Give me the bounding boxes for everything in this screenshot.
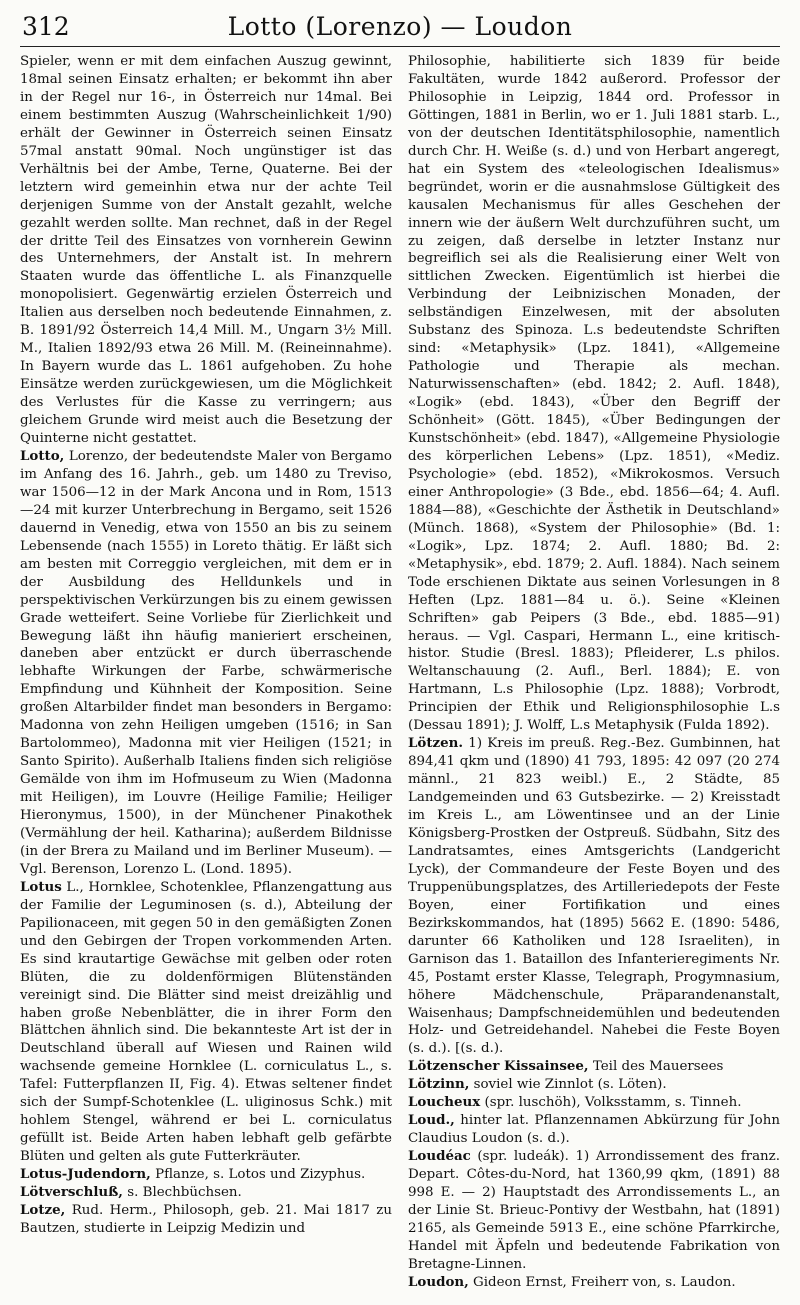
dictionary-entry	[408, 1094, 780, 1112]
entry-text: soviel wie Zinnlot (s. Löten).	[469, 1077, 667, 1093]
entry-headword: Lötzenscher Kissainsee,	[408, 1058, 589, 1075]
dictionary-entry	[20, 879, 392, 1166]
dictionary-entry	[408, 1112, 780, 1148]
entry-text: Spieler, wenn er mit dem einfachen Auszug gewinnt, 18mal seinen Einsatz erhalten; er bekommt ihn aber in der Regel nur 16-, in Österreich nur 14mal. Bei einem bestimmten Auszug (Wahrscheinlichkeit 1/90) erhält der Gewinner in Österreich seinen Einsatz 57mal anstatt 90mal. Noch ungünstiger ist das Verhältnis bei der Ambe, Terne, Quaterne. Bei der letztern wird gemeinhin etwa nur der achte Teil derjenigen Summe von der Anstalt gezahlt, welche gezahlt werden sollte. Man rechnet, daß in der Regel der dritte Teil des Einsatzes von vornherein Gewinn des Unternehmers, der Anstalt ist. In mehrern Staaten wurde das öffentliche L. als Finanzquelle monopolisiert. Gegenwärtig erzielen Österreich und Italien aus derselben noch bedeutende Einnahmen, z. B. 1891/92 Österreich 14,4 Mill. M., Ungarn 3½ Mill. M., Italien 1892/93 etwa 26 Mill. M. (Reineinnahme). In Bayern wurde das L. 1861 aufgehoben. Zu hohe Einsätze werden zurückgewiesen, um die Möglichkeit des Verlustes für die Kasse zu verringern; aus gleichem Grunde wird meist auch die Besetzung der Quinterne nicht gestattet.	[20, 54, 392, 447]
entry-text: Pflanze, s. Lotos und Zizyphus.	[150, 1167, 366, 1183]
entry-headword: Lotze,	[20, 1202, 66, 1218]
entry-text: Teil des Mauersees	[588, 1059, 724, 1075]
page-header	[20, 6, 780, 47]
dictionary-entry	[20, 1202, 392, 1238]
entry-headword: Lötzinn,	[408, 1076, 470, 1093]
entry-text: (spr. ludeák). 1) Arrondissement des franz. Depart. Côtes-du-Nord, hat 1360,99 qkm, (1891) 88 998 E. — 2) Hauptstadt des Arrondissements L., an der Linie St. Brieuc-Pontivy der Westbahn, hat (1891) 2165, als Gemeinde 5913 E., eine schöne Pfarrkirche, Handel mit Äpfeln und bedeutende Fabrikation von Bretagne-Linnen.	[408, 1149, 780, 1272]
left-column	[20, 53, 392, 1292]
entry-text: Lorenzo, der bedeutendste Maler von Bergamo im Anfang des 16. Jahrh., geb. um 1480 zu Treviso, war 1506—12 in der Mark Ancona und in Rom, 1513—24 mit kurzer Unterbrechung in Bergamo, seit 1526 dauernd in Venedig, etwa von 1550 an bis zu seinem Lebensende (nach 1555) in Loreto thätig. Er läßt sich am besten mit Correggio vergleichen, mit dem er in der Ausbildung des Helldunkels und in perspektivischen Verkürzungen bis zu einem gewissen Grade wetteifert. Seine Vorliebe für Zierlichkeit und Bewegung läßt ihn häufig manieriert erscheinen, daneben aber entzückt er durch überraschende lebhafte Wirkungen der Farbe, schwärmerische Empfindung und Kühnheit der Komposition. Seine großen Altarbilder findet man besonders in Bergamo: Madonna von zehn Heiligen umgeben (1516; in San Bartolommeo), Madonna mit vier Heiligen (1521; in Santo Spirito). Außerhalb Italiens finden sich religiöse Gemälde von ihm im Hofmuseum zu Wien (Madonna mit Heiligen), im Louvre (Heilige Familie; Heiliger Hieronymus, 1500), in der Münchener Pinakothek (Vermählung der heil. Katharina); außerdem Bildnisse (in der Brera zu Mailand und im Berliner Museum). — Vgl. Berenson, Lorenzo L. (Lond. 1895).	[20, 448, 392, 877]
dictionary-entry	[408, 53, 780, 735]
entry-headword: Lötzen.	[408, 735, 464, 752]
entry-headword: Loudon,	[408, 1273, 469, 1290]
right-column	[408, 53, 780, 1292]
entry-headword: Lotto,	[20, 447, 65, 464]
entry-headword: Loudéac	[408, 1148, 471, 1165]
entry-text: L., Hornklee, Schotenklee, Pflanzengattung aus der Familie der Leguminosen (s. d.), Abteilung der Papilionaceen, mit gegen 50 in den gemäßigten Zonen und den Gebirgen der Tropen vorkommenden Arten. Es sind krautartige Gewächse mit gelben oder roten Blüten, die zu doldenförmigen Blütenständen vereinigt sind. Die Blätter sind meist dreizählig und haben große Nebenblätter, die in ihrer Form den Blättchen ähnlich sind. Die bekannteste Art ist der in Deutschland überall auf Wiesen und Rainen wild wachsende gemeine Hornklee (L. corniculatus L., s. Tafel: Futterpflanzen II, Fig. 4). Etwas seltener findet sich der Sumpf-Schotenklee (L. uliginosus Schk.) mit hohlem Stengel, während er bei L. corniculatus gefüllt ist. Beide Arten haben lebhaft gelb gefärbte Blüten und gelten als gute Futterkräuter.	[20, 879, 392, 1165]
dictionary-entry	[408, 1274, 780, 1292]
dictionary-entry	[20, 1166, 392, 1184]
dictionary-entry	[408, 735, 780, 1058]
entry-text: 1) Kreis im preuß. Reg.-Bez. Gumbinnen, hat 894,41 qkm und (1890) 41 793, 1895: 42 097 (20 274 männl., 21 823 weibl.) E., 2 Städte, 85 Landgemeinden und 63 Gutsbezirke. — 2) Kreisstadt im Kreis L., am Löwentinsee und an der Linie Königsberg-Prostken der Ostpreuß. Südbahn, Sitz des Landratsamtes, eines Amtsgerichts (Landgericht Lyck), der Commandeure der Feste Boyen und des Truppenübungsplatzes, des Artilleriedepots der Feste Boyen, einer Fortifikation und eines Bezirkskommandos, hat (1895) 5662 E. (1890: 5486, darunter 66 Katholiken und 128 Israeliten), in Garnison das 1. Bataillon des Infanterieregiments Nr. 45, Postamt erster Klasse, Telegraph, Progymnasium, höhere Mädchenschule, Präparandenanstalt, Waisenhaus; Dampfschneidemühlen und bedeutenden Holz- und Getreidehandel. Nahebei die Feste Boyen (s. d.). [(s. d.).	[408, 736, 780, 1057]
dictionary-entry	[20, 448, 392, 879]
entry-text: Philosophie, habilitierte sich 1839 für beide Fakultäten, wurde 1842 außerord. Professor der Philosophie in Leipzig, 1844 ord. Professor in Göttingen, 1881 in Berlin, wo er 1. Juli 1881 starb. L., von der deutschen Identitätsphilosophie, namentlich durch Chr. H. Weiße (s. d.) und von Herbart angeregt, hat ein System des «teleologischen Idealismus» begründet, worin er die ausnahmslose Gültigkeit des kausalen Mechanismus für alles Geschehen der innern wie der äußern Welt durchzuführen sucht, um zu zeigen, daß derselbe in letzter Instanz nur begreiflich sei als die Realisierung einer Welt von sittlichen Zwecken. Eigentümlich ist hierbei die Verbindung der Leibnizischen Monaden, der selbständigen Einzelwesen, mit der absoluten Substanz des Spinoza. L.s bedeutendste Schriften sind: «Metaphysik» (Lpz. 1841), «Allgemeine Pathologie und Therapie als mechan. Naturwissenschaften» (ebd. 1842; 2. Aufl. 1848), «Logik» (ebd. 1843), «Über den Begriff der Schönheit» (Gött. 1845), «Über Bedingungen der Kunstschönheit» (ebd. 1847), «Allgemeine Physiologie des körperlichen Lebens» (Lpz. 1851), «Mediz. Psychologie» (ebd. 1852), «Mikrokosmos. Versuch einer Anthropologie» (3 Bde., ebd. 1856—64; 4. Aufl. 1884—88), «Geschichte der Ästhetik in Deutschland» (Münch. 1868), «System der Philosophie» (Bd. 1: «Logik», Lpz. 1874; 2. Aufl. 1880; Bd. 2: «Metaphysik», ebd. 1879; 2. Aufl. 1884). Nach seinem Tode erschienen Diktate aus seinen Vorlesungen in 8 Heften (Lpz. 1881—84 u. ö.). Seine «Kleinen Schriften» gab Peipers (3 Bde., ebd. 1885—91) heraus. — Vgl. Caspari, Hermann L., eine kritisch-histor. Studie (Bresl. 1883); Pfleiderer, L.s philos. Weltanschauung (2. Aufl., Berl. 1884); E. von Hartmann, L.s Philosophie (Lpz. 1888); Vorbrodt, Principien der Ethik und Religionsphilosophie L.s (Dessau 1891); J. Wolff, L.s Metaphysik (Fulda 1892).	[408, 54, 780, 734]
entry-headword: Lotus	[20, 878, 62, 895]
dictionary-entry	[408, 1076, 780, 1094]
entry-text: (spr. luschöh), Volksstamm, s. Tinneh.	[480, 1095, 742, 1111]
dictionary-entry	[20, 53, 392, 448]
entry-headword: Loud.,	[408, 1112, 455, 1129]
entry-headword: Lotus-Judendorn,	[20, 1166, 151, 1183]
entry-text: s. Blechbüchsen.	[122, 1185, 242, 1201]
entry-text: Rud. Herm., Philosoph, geb. 21. Mai 1817 zu Bautzen, studierte in Leipzig Medizin und	[20, 1203, 392, 1236]
entry-headword: Lötverschluß,	[20, 1184, 123, 1201]
entry-text: hinter lat. Pflanzennamen Abkürzung für John Claudius Loudon (s. d.).	[408, 1113, 780, 1147]
text-columns	[20, 53, 780, 1292]
dictionary-entry	[408, 1148, 780, 1274]
entry-headword: Loucheux	[408, 1094, 481, 1111]
dictionary-entry	[408, 1058, 780, 1076]
running-head: Lotto (Lorenzo) — Loudon	[227, 11, 573, 41]
page-number: 312	[22, 12, 70, 41]
entry-text: Gideon Ernst, Freiherr von, s. Laudon.	[468, 1274, 736, 1290]
dictionary-entry	[20, 1184, 392, 1202]
